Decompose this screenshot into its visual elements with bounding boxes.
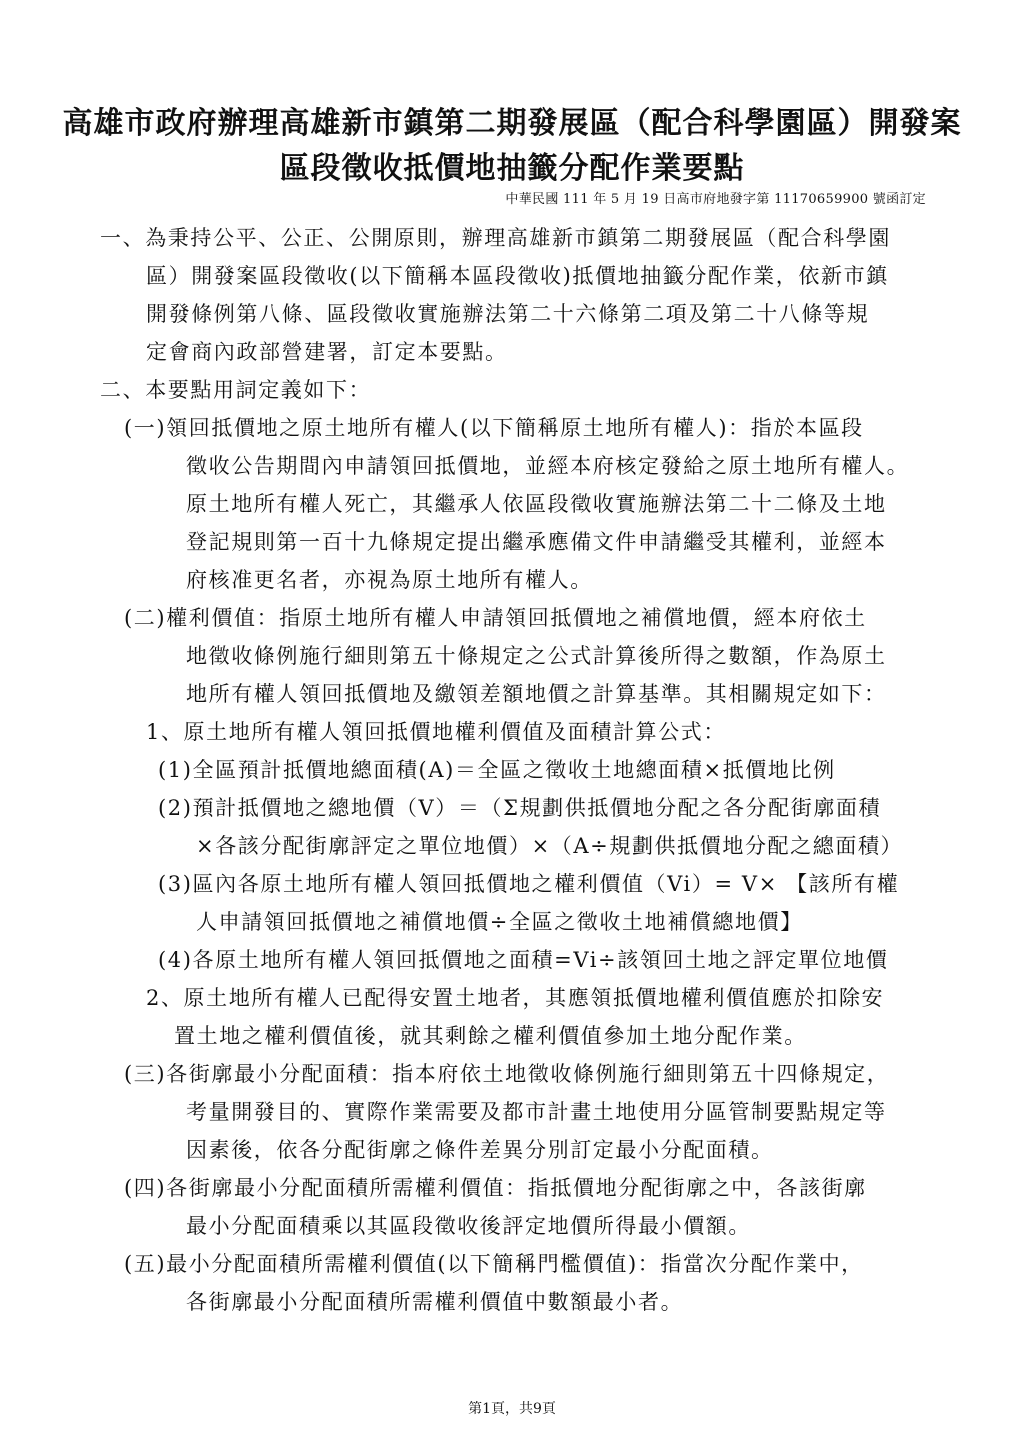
text-line: (二)權利價值：指原土地所有權人申請領回抵價地之補償地價，經本府依土 bbox=[124, 606, 867, 630]
text-line: 開發條例第八條、區段徵收實施辦法第二十六條第二項及第二十八條等規 bbox=[146, 302, 870, 326]
text-line: (四)各街廓最小分配面積所需權利價值：指抵價地分配街廓之中，各該街廓 bbox=[124, 1176, 867, 1200]
text-line: (五)最小分配面積所需權利價值(以下簡稱門檻價值)：指當次分配作業中， bbox=[124, 1252, 864, 1276]
text-line: 二、本要點用詞定義如下： bbox=[100, 378, 372, 402]
text-line: 定會商內政部營建署，訂定本要點。 bbox=[146, 340, 508, 364]
text-line: ×各該分配街廓評定之單位地價）×（A÷規劃供抵價地分配之總面積） bbox=[196, 834, 904, 858]
text-line: 因素後，依各分配街廓之條件差異分別訂定最小分配面積。 bbox=[186, 1138, 774, 1162]
text-line: 一、為秉持公平、公正、公開原則，辦理高雄新市鎮第二期發展區（配合科學園 bbox=[100, 226, 891, 250]
text-line: 地所有權人領回抵價地及繳領差額地價之計算基準。其相關規定如下： bbox=[186, 682, 887, 706]
text-line: 考量開發目的、實際作業需要及都市計畫土地使用分區管制要點規定等 bbox=[186, 1100, 887, 1124]
text-line: (4)各原土地所有權人領回抵價地之面積=Vi÷該領回土地之評定單位地價 bbox=[158, 948, 889, 972]
text-line: 登記規則第一百十九條規定提出繼承應備文件申請繼受其權利，並經本 bbox=[186, 530, 887, 554]
text-line: 各街廓最小分配面積所需權利價值中數額最小者。 bbox=[186, 1290, 684, 1314]
text-line: 1、原土地所有權人領回抵價地權利價值及面積計算公式： bbox=[146, 720, 726, 744]
text-line: (一)領回抵價地之原土地所有權人(以下簡稱原土地所有權人)：指於本區段 bbox=[124, 416, 864, 440]
text-line: 徵收公告期間內申請領回抵價地，並經本府核定發給之原土地所有權人。 bbox=[186, 454, 910, 478]
text-line: 地徵收條例施行細則第五十條規定之公式計算後所得之數額，作為原土 bbox=[186, 644, 887, 668]
text-line: 人申請領回抵價地之補償地價÷全區之徵收土地補償總地價】 bbox=[196, 910, 803, 934]
document-title-line2: 區段徵收抵價地抽籤分配作業要點 bbox=[279, 151, 745, 186]
text-line: (2)預計抵價地之總地價（V）＝（Σ規劃供抵價地分配之各分配街廓面積 bbox=[158, 796, 882, 820]
document-title-line1: 高雄市政府辦理高雄新市鎮第二期發展區（配合科學園區）開發案 bbox=[62, 106, 962, 141]
text-line: 最小分配面積乘以其區段徵收後評定地價所得最小價額。 bbox=[186, 1214, 751, 1238]
decree-reference: 中華民國 111 年 5 月 19 日高市府地發字第 11170659900 號函訂定 bbox=[505, 192, 926, 207]
text-line: 區）開發案區段徵收(以下簡稱本區段徵收)抵價地抽籤分配作業，依新市鎮 bbox=[146, 264, 889, 288]
text-line: 府核准更名者，亦視為原土地所有權人。 bbox=[186, 568, 593, 592]
text-line: 2、原土地所有權人已配得安置土地者，其應領抵價地權利價值應於扣除安 bbox=[146, 986, 885, 1010]
text-line: (1)全區預計抵價地總面積(A)＝全區之徵收土地總面積×抵價地比例 bbox=[158, 758, 836, 782]
text-line: 置土地之權利價值後，就其剩餘之權利價值參加土地分配作業。 bbox=[174, 1024, 807, 1048]
text-line: 原土地所有權人死亡，其繼承人依區段徵收實施辦法第二十二條及土地 bbox=[186, 492, 887, 516]
text-line: (3)區內各原土地所有權人領回抵價地之權利價值（Vi）= V× 【該所有權 bbox=[158, 872, 900, 896]
text-line: (三)各街廓最小分配面積：指本府依土地徵收條例施行細則第五十四條規定， bbox=[124, 1062, 890, 1086]
page-number: 第1頁，共9頁 bbox=[468, 1401, 556, 1417]
